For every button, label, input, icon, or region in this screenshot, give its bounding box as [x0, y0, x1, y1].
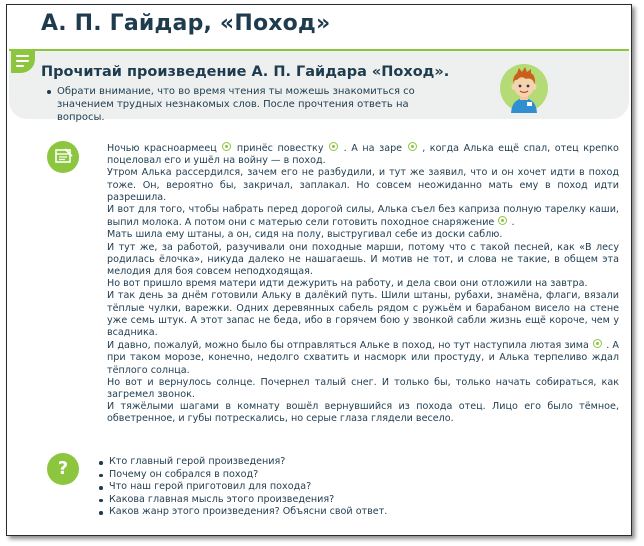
task-heading: Прочитай произведение А. П. Гайдара «Поход». — [41, 64, 450, 80]
story-text-fragment: Мать шила ему штаны, а он, сидя на полу, выстругивал себе из доски саблю. — [107, 229, 503, 241]
story-text-fragment: И так день за днём готовили Альку в далёкий путь. Шили штаны, рубахи, знамёна, флаги, вязали тёплые чулки, варежки. Одних деревянных сабель рядом с ружьём и барабаном висело на стене уже семь штук. А этот запас не беда, ибо в горячем бою у звонкой сабли жизнь ещё короче, чем у всадника. — [107, 290, 619, 339]
story-paragraph — [107, 242, 619, 279]
story-paragraph — [107, 290, 619, 339]
question-item: Каков жанр этого произведения? Объясни свой ответ. — [99, 506, 387, 519]
story-paragraph — [107, 401, 619, 425]
story-text-fragment: . А на заре — [343, 143, 403, 154]
story-text-fragment: И давно, пожалуй, можно было бы отправляться Альке в поход, но тут наступила лютая зима — [107, 340, 589, 352]
story-paragraph — [107, 229, 619, 241]
glossary-marker-icon[interactable] — [329, 142, 338, 151]
question-item: Кто главный герой произведения? — [99, 456, 387, 469]
question-item: Почему он собрался в поход? — [99, 469, 387, 482]
book-icon — [47, 141, 79, 173]
story-text-fragment: Утром Алька рассердился, зачем его не разбудили, и тут же заявил, что и он хочет идти в поход тоже. Он, вероятно бы, закричал, заплакал. Но совсем неожиданно мать ему в поход идти разрешила. — [107, 167, 619, 203]
glossary-marker-icon[interactable] — [222, 142, 231, 151]
story-text-fragment: . А при таком морозе, конечно, недолго схватить и насморк или простуду, и Алька терпеливо ждал тёплого солнца. — [107, 340, 619, 376]
story-text-fragment: И тут же, за работой, разучивали они походные марши, потому что с такой песней, как «В лесу родилась ёлочка», никуда далеко не нашагаешь. И мотив не тот, и слова не такие, в общем эта мелодия для боя совсем неподходящая. — [107, 241, 619, 278]
story-paragraph — [107, 339, 619, 377]
story-paragraph — [107, 377, 619, 401]
page-title: А. П. Гайдар, «Поход» — [41, 11, 331, 36]
story-text-fragment: Ночью красноармеец — [107, 143, 217, 154]
questions-list — [99, 456, 387, 519]
story-text-fragment: . — [511, 217, 515, 229]
story-text-fragment: Но вот пришло время матери идти дежурить на работу, и дела свои они отложили на завтра. — [107, 278, 588, 290]
story-text-fragment: принёс повестку — [236, 143, 324, 154]
story-paragraph — [107, 167, 619, 204]
story-text-fragment: , когда Алька ещё спал, отец крепко поцеловал его и ушёл на войну — в поход. — [107, 143, 619, 167]
story-text-fragment: И тяжёлыми шагами в комнату вошёл вернувшийся из похода отец. Лицо его было тёмное, обветренное, и губы потрескались, но серые глаза глядели весело. — [107, 401, 619, 425]
page-frame — [6, 4, 632, 536]
question-symbol: ? — [57, 458, 69, 479]
question-item: Какова главная мысль этого произведения? — [99, 494, 387, 507]
story-paragraph — [107, 278, 619, 290]
task-note: Обрати внимание, что во время чтения ты можешь знакомиться со значением трудных незнакомых слов. После прочтения ответь на вопросы. — [57, 85, 457, 124]
story-text-fragment: И вот для того, чтобы набрать перед дорогой силы, Алька съел без каприза полную тарелку каши, выпил молока. А потом они с матерью сели готовить походное снаряжение — [107, 204, 619, 229]
story-text-fragment: Но вот и вернулось солнце. Почернел талый снег. И только бы, только начать собираться, как загремел звонок. — [107, 376, 619, 401]
story-paragraph — [107, 142, 619, 167]
story-paragraph — [107, 204, 619, 229]
boy-avatar — [499, 63, 549, 113]
glossary-marker-icon[interactable] — [593, 339, 602, 348]
glossary-marker-icon[interactable] — [498, 216, 507, 225]
question-icon — [47, 453, 79, 485]
story-text — [107, 142, 619, 426]
glossary-marker-icon[interactable] — [408, 142, 417, 151]
question-item: Что наш герой приготовил для похода? — [99, 481, 387, 494]
